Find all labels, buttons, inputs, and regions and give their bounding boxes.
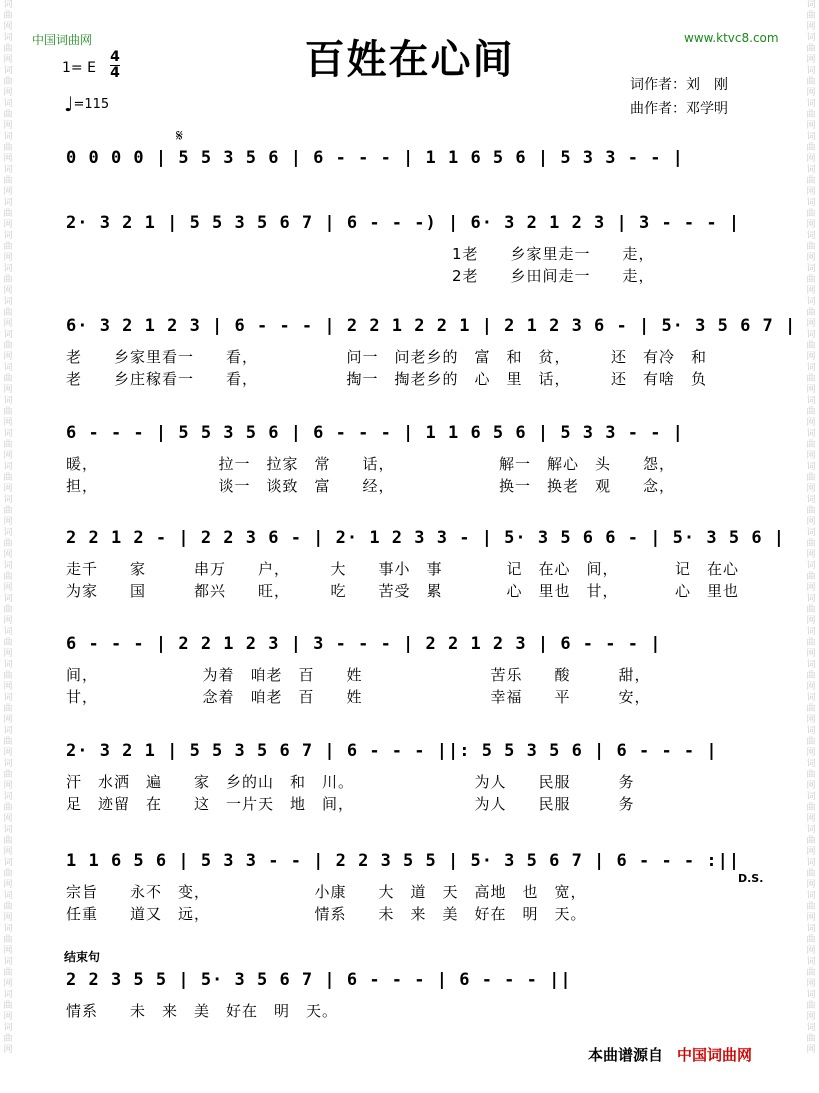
notation-row: 6 - - - | 5 5 3 5 6 | 6 - - - | 1 1 6 5 6 | 5 3 3 - - | (66, 423, 684, 443)
watermark-glyph: 网 (3, 913, 13, 923)
watermark-glyph: 曲 (3, 836, 13, 846)
watermark-glyph: 曲 (806, 407, 816, 417)
watermark-glyph: 网 (3, 1012, 13, 1022)
watermark-glyph: 词 (806, 627, 816, 637)
watermark-glyph: 网 (3, 121, 13, 131)
watermark-glyph: 词 (3, 429, 13, 439)
source-footer (588, 1044, 752, 1065)
watermark-glyph: 网 (3, 220, 13, 230)
watermark-glyph: 网 (3, 814, 13, 824)
watermark-glyph: 网 (3, 583, 13, 593)
watermark-glyph: 网 (3, 253, 13, 263)
watermark-glyph: 词 (806, 231, 816, 241)
watermark-glyph: 词 (806, 891, 816, 901)
watermark-glyph: 词 (3, 330, 13, 340)
watermark-glyph: 词 (806, 495, 816, 505)
watermark-glyph: 词 (3, 693, 13, 703)
watermark-glyph: 网 (3, 187, 13, 197)
watermark-glyph: 网 (3, 55, 13, 65)
watermark-glyph: 曲 (806, 1034, 816, 1044)
watermark-glyph: 词 (806, 429, 816, 439)
site-name-left: 中国词曲网 (32, 33, 93, 47)
watermark-glyph: 网 (806, 220, 816, 230)
watermark-glyph: 曲 (3, 902, 13, 912)
watermark-glyph: 网 (806, 1045, 816, 1055)
watermark-glyph: 词 (3, 891, 13, 901)
watermark-glyph: 词 (3, 396, 13, 406)
watermark-glyph: 曲 (806, 341, 816, 351)
watermark-glyph: 词 (3, 198, 13, 208)
watermark-glyph: 曲 (3, 341, 13, 351)
watermark-glyph: 网 (806, 1012, 816, 1022)
lyric-line: 甘， 念着 咱老 百 姓 幸福 平 安， (66, 688, 651, 706)
watermark-glyph: 网 (3, 649, 13, 659)
watermark-glyph: 网 (806, 352, 816, 362)
notation-row: 0 0 0 0 | 5 5 3 5 6 | 6 - - - | 1 1 6 5 6 | 5 3 3 - - | (66, 148, 684, 168)
watermark-glyph: 词 (3, 990, 13, 1000)
watermark-glyph: 词 (3, 825, 13, 835)
watermark-glyph: 曲 (3, 671, 13, 681)
watermark-glyph: 词 (3, 660, 13, 670)
watermark-glyph: 词 (3, 264, 13, 274)
watermark-glyph: 曲 (3, 1001, 13, 1011)
watermark-glyph: 网 (806, 946, 816, 956)
watermark-glyph: 曲 (3, 869, 13, 879)
watermark-glyph: 网 (806, 187, 816, 197)
watermark-glyph: 曲 (3, 308, 13, 318)
watermark-glyph: 曲 (806, 803, 816, 813)
watermark-glyph: 曲 (806, 374, 816, 384)
lyric-line: 间， 为着 咱老 百 姓 苦乐 酸 甜， (66, 666, 651, 684)
watermark-glyph: 词 (3, 66, 13, 76)
lyricist-credit: 词作者：刘 刚 (630, 77, 728, 93)
watermark-glyph: 网 (3, 880, 13, 890)
watermark-glyph: 网 (806, 616, 816, 626)
watermark-glyph: 曲 (3, 209, 13, 219)
lyric-line: 担， 谈一 谈致 富 经， 换一 换老 观 念， (66, 477, 676, 495)
watermark-glyph: 曲 (806, 704, 816, 714)
notation-row: 2· 3 2 1 | 5 5 3 5 6 7 | 6 - - - ||: 5 5 3 5 6 | 6 - - - | (66, 741, 718, 761)
watermark-glyph: 网 (806, 121, 816, 131)
watermark-glyph: 词 (806, 528, 816, 538)
watermark-glyph: 词 (806, 660, 816, 670)
watermark-glyph: 网 (806, 517, 816, 527)
watermark-glyph: 词 (3, 462, 13, 472)
time-signature-bottom: 4 (110, 65, 120, 81)
watermark-glyph: 词 (3, 858, 13, 868)
tempo-value: =115 (73, 97, 110, 112)
watermark-glyph: 曲 (806, 902, 816, 912)
watermark-glyph: 曲 (806, 473, 816, 483)
dal-segno-mark: D.S. (738, 872, 764, 885)
watermark-glyph: 曲 (806, 143, 816, 153)
watermark-glyph: 曲 (806, 572, 816, 582)
watermark-glyph: 曲 (806, 11, 816, 21)
watermark-glyph: 曲 (806, 44, 816, 54)
watermark-glyph: 词 (806, 363, 816, 373)
tempo-marking (64, 92, 109, 116)
key-signature: 1= E (62, 60, 96, 76)
watermark-glyph: 网 (806, 22, 816, 32)
watermark-glyph: 网 (806, 55, 816, 65)
watermark-glyph: 词 (3, 759, 13, 769)
lyric-line: 走千 家 串万 户， 大 事小 事 记 在心 间， 记 在心 (66, 560, 740, 578)
watermark-glyph: 词 (3, 165, 13, 175)
watermark-glyph: 曲 (806, 506, 816, 516)
watermark-glyph: 网 (806, 847, 816, 857)
watermark-glyph: 词 (806, 957, 816, 967)
watermark-glyph: 词 (3, 363, 13, 373)
watermark-glyph: 词 (806, 693, 816, 703)
watermark-glyph: 曲 (806, 110, 816, 120)
watermark-glyph: 词 (3, 561, 13, 571)
watermark-glyph: 曲 (806, 77, 816, 87)
watermark-glyph: 网 (3, 616, 13, 626)
watermark-glyph: 词 (806, 66, 816, 76)
watermark-glyph: 网 (3, 484, 13, 494)
watermark-glyph: 词 (3, 1023, 13, 1033)
watermark-glyph: 曲 (806, 1001, 816, 1011)
watermark-glyph: 网 (3, 946, 13, 956)
watermark-glyph: 网 (3, 979, 13, 989)
watermark-glyph: 词 (3, 33, 13, 43)
watermark-glyph: 曲 (3, 44, 13, 54)
watermark-glyph: 曲 (3, 77, 13, 87)
watermark-glyph: 曲 (806, 638, 816, 648)
watermark-glyph: 曲 (3, 935, 13, 945)
watermark-glyph: 曲 (806, 539, 816, 549)
watermark-glyph: 网 (3, 385, 13, 395)
watermark-glyph: 曲 (3, 11, 13, 21)
watermark-glyph: 网 (3, 550, 13, 560)
watermark-glyph: 网 (3, 352, 13, 362)
source-site-link[interactable]: 中国词曲网 (677, 1046, 753, 1064)
watermark-glyph: 词 (3, 594, 13, 604)
watermark-glyph: 曲 (806, 605, 816, 615)
watermark-glyph: 曲 (806, 869, 816, 879)
watermark-glyph: 曲 (3, 737, 13, 747)
watermark-glyph: 曲 (806, 440, 816, 450)
watermark-glyph: 词 (3, 627, 13, 637)
watermark-glyph: 曲 (806, 242, 816, 252)
watermark-glyph: 网 (3, 682, 13, 692)
watermark-glyph: 词 (806, 759, 816, 769)
watermark-glyph: 曲 (3, 275, 13, 285)
composer-credit: 曲作者：邓学明 (630, 101, 728, 117)
watermark-glyph: 网 (806, 418, 816, 428)
lyric-line: 老 乡庄稼看一 看， 掏一 掏老乡的 心 里 话， 还 有啥 负 (66, 370, 708, 388)
watermark-glyph: 曲 (3, 440, 13, 450)
watermark-glyph: 网 (3, 517, 13, 527)
watermark-glyph: 网 (806, 748, 816, 758)
watermark-glyph: 网 (806, 913, 816, 923)
lyric-line: 老 乡家里看一 看， 问一 问老乡的 富 和 贫， 还 有冷 和 (66, 348, 708, 366)
watermark-glyph: 曲 (806, 836, 816, 846)
lyric-line: 任重 道又 远， 情系 未 来 美 好在 明 天。 (66, 905, 587, 923)
watermark-glyph: 网 (3, 22, 13, 32)
watermark-glyph: 曲 (3, 605, 13, 615)
watermark-glyph: 曲 (3, 803, 13, 813)
lyric-line: 1老 乡家里走一 走， (452, 245, 655, 263)
watermark-glyph: 网 (3, 748, 13, 758)
notation-row: 2· 3 2 1 | 5 5 3 5 6 7 | 6 - - -) | 6· 3 2 1 2 3 | 3 - - - | (66, 213, 741, 233)
time-signature (110, 50, 120, 81)
watermark-glyph: 网 (3, 154, 13, 164)
notation-row: 6· 3 2 1 2 3 | 6 - - - | 2 2 1 2 2 1 | 2 1 2 3 6 - | 5· 3 5 6 7 | (66, 316, 797, 336)
watermark-glyph: 词 (806, 297, 816, 307)
watermark-glyph: 网 (3, 781, 13, 791)
watermark-glyph: 网 (806, 682, 816, 692)
notation-row: 2 2 1 2 - | 2 2 3 6 - | 2· 1 2 3 3 - | 5· 3 5 6 6 - | 5· 3 5 6 | (66, 528, 786, 548)
watermark-glyph: 曲 (3, 143, 13, 153)
site-url-right: www.ktvc8.com (684, 31, 779, 45)
watermark-glyph: 曲 (3, 506, 13, 516)
quarter-note-icon: ♩ (64, 92, 74, 116)
watermark-glyph: 网 (3, 847, 13, 857)
watermark-glyph: 曲 (3, 176, 13, 186)
lyric-line: 情系 未 来 美 好在 明 天。 (66, 1002, 339, 1020)
watermark-glyph: 网 (3, 1045, 13, 1055)
watermark-glyph: 词 (806, 561, 816, 571)
watermark-glyph: 词 (806, 165, 816, 175)
watermark-glyph: 网 (806, 583, 816, 593)
watermark-glyph: 词 (806, 594, 816, 604)
notation-row: 2 2 3 5 5 | 5· 3 5 6 7 | 6 - - - | 6 - - - || (66, 970, 572, 990)
watermark-glyph: 词 (3, 99, 13, 109)
watermark-glyph: 词 (806, 924, 816, 934)
time-signature-top: 4 (110, 49, 120, 65)
notation-row: 1 1 6 5 6 | 5 3 3 - - | 2 2 3 5 5 | 5· 3 5 6 7 | 6 - - - :|| (66, 851, 741, 871)
watermark-glyph: 词 (3, 792, 13, 802)
watermark-glyph: 网 (806, 253, 816, 263)
watermark-glyph: 词 (3, 957, 13, 967)
watermark-glyph: 网 (806, 451, 816, 461)
watermark-glyph: 曲 (3, 539, 13, 549)
lyric-line: 暖， 拉一 拉家 常 话， 解一 解心 头 怨， (66, 455, 676, 473)
watermark-glyph: 词 (806, 99, 816, 109)
watermark-glyph: 曲 (806, 176, 816, 186)
watermark-glyph: 词 (3, 132, 13, 142)
watermark-glyph: 曲 (806, 935, 816, 945)
watermark-glyph: 网 (806, 979, 816, 989)
watermark-glyph: 网 (806, 880, 816, 890)
watermark-glyph: 词 (806, 0, 816, 10)
watermark-glyph: 网 (806, 88, 816, 98)
watermark-glyph: 词 (806, 264, 816, 274)
watermark-glyph: 词 (806, 726, 816, 736)
watermark-glyph: 网 (806, 385, 816, 395)
watermark-glyph: 曲 (3, 242, 13, 252)
watermark-glyph: 词 (806, 858, 816, 868)
watermark-glyph: 词 (806, 792, 816, 802)
watermark-glyph: 词 (3, 924, 13, 934)
watermark-glyph: 网 (806, 550, 816, 560)
watermark-glyph: 词 (806, 198, 816, 208)
watermark-glyph: 网 (3, 88, 13, 98)
right-watermark-strip (804, 0, 818, 1093)
watermark-glyph: 曲 (3, 968, 13, 978)
watermark-glyph: 词 (806, 462, 816, 472)
lyric-line: 为家 国 都兴 旺， 吃 苦受 累 心 里也 甘， 心 里也 (66, 582, 740, 600)
watermark-glyph: 词 (3, 0, 13, 10)
watermark-glyph: 词 (806, 396, 816, 406)
watermark-glyph: 网 (806, 319, 816, 329)
watermark-glyph: 词 (806, 990, 816, 1000)
watermark-glyph: 词 (3, 297, 13, 307)
watermark-glyph: 曲 (3, 572, 13, 582)
watermark-glyph: 网 (806, 814, 816, 824)
watermark-glyph: 词 (806, 132, 816, 142)
watermark-glyph: 网 (806, 781, 816, 791)
watermark-glyph: 曲 (806, 308, 816, 318)
watermark-glyph: 词 (806, 1023, 816, 1033)
watermark-glyph: 网 (3, 418, 13, 428)
watermark-glyph: 词 (806, 330, 816, 340)
ending-label: 结束句 (64, 950, 101, 964)
watermark-glyph: 网 (3, 319, 13, 329)
watermark-glyph: 词 (3, 726, 13, 736)
watermark-glyph: 词 (3, 231, 13, 241)
watermark-glyph: 网 (3, 451, 13, 461)
watermark-glyph: 网 (806, 154, 816, 164)
left-watermark-strip (1, 0, 15, 1093)
watermark-glyph: 词 (3, 495, 13, 505)
watermark-glyph: 词 (3, 528, 13, 538)
lyric-line: 宗旨 永不 变， 小康 大 道 天 高地 也 宽， (66, 883, 587, 901)
source-label: 本曲谱源自 (588, 1046, 664, 1064)
watermark-glyph: 曲 (3, 473, 13, 483)
segno-icon: 𝄋 (176, 126, 183, 145)
lyric-line: 2老 乡田间走一 走， (452, 267, 655, 285)
watermark-glyph: 曲 (3, 770, 13, 780)
watermark-glyph: 网 (806, 286, 816, 296)
watermark-glyph: 曲 (806, 275, 816, 285)
lyric-line: 汗 水洒 遍 家 乡的山 和 川。 为人 民服 务 (66, 773, 635, 791)
notation-row: 6 - - - | 2 2 1 2 3 | 3 - - - | 2 2 1 2 3 | 6 - - - | (66, 634, 662, 654)
watermark-glyph: 曲 (3, 407, 13, 417)
watermark-glyph: 曲 (3, 638, 13, 648)
watermark-glyph: 网 (3, 715, 13, 725)
watermark-glyph: 曲 (3, 374, 13, 384)
watermark-glyph: 曲 (806, 770, 816, 780)
watermark-glyph: 曲 (806, 209, 816, 219)
watermark-glyph: 曲 (806, 737, 816, 747)
watermark-glyph: 曲 (3, 1034, 13, 1044)
watermark-glyph: 网 (806, 715, 816, 725)
watermark-glyph: 词 (806, 825, 816, 835)
watermark-glyph: 网 (806, 484, 816, 494)
watermark-glyph: 曲 (3, 704, 13, 714)
watermark-glyph: 网 (3, 286, 13, 296)
lyric-line: 足 迹留 在 这 一片天 地 间， 为人 民服 务 (66, 795, 635, 813)
watermark-glyph: 词 (806, 33, 816, 43)
watermark-glyph: 曲 (806, 671, 816, 681)
song-title: 百姓在心间 (304, 37, 515, 83)
watermark-glyph: 网 (806, 649, 816, 659)
watermark-glyph: 曲 (3, 110, 13, 120)
watermark-glyph: 曲 (806, 968, 816, 978)
